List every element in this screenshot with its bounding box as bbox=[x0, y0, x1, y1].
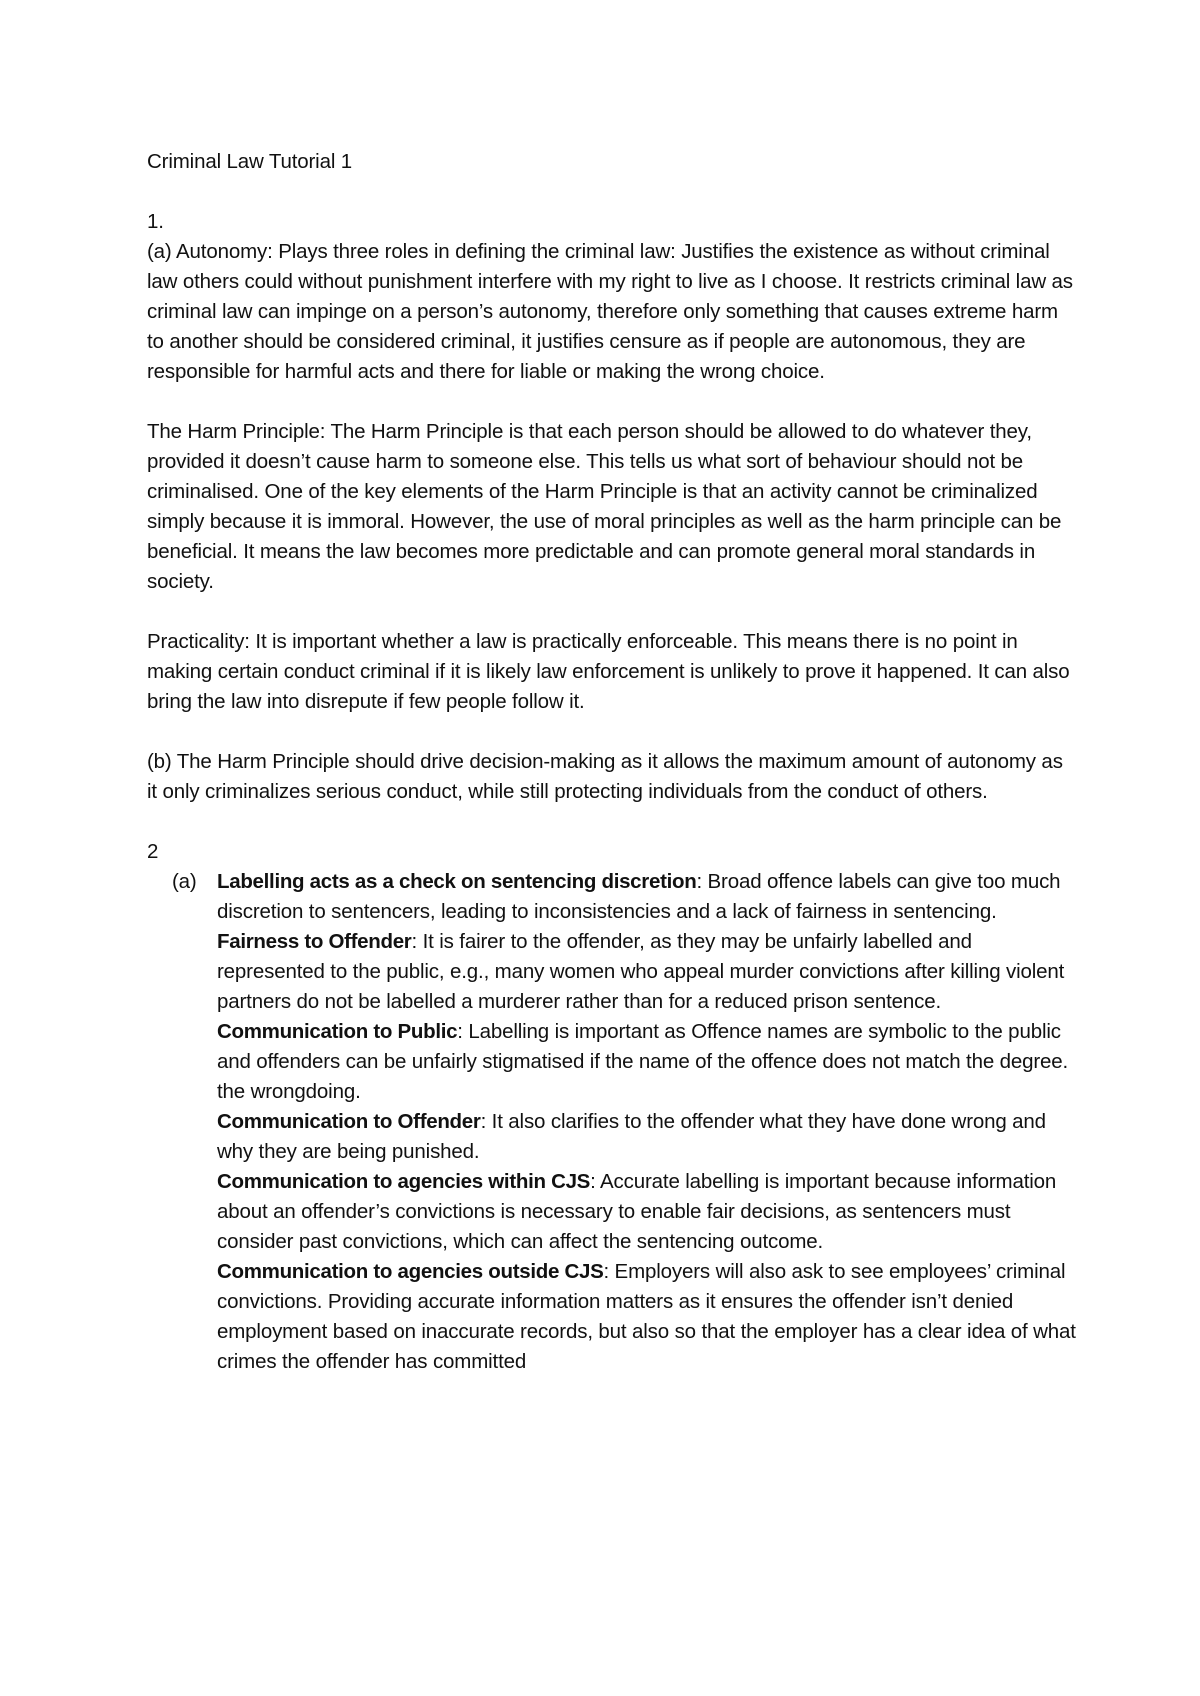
spacer bbox=[147, 177, 1077, 207]
spacer bbox=[147, 717, 1077, 747]
q2-item-agencies-within-cjs bbox=[217, 1167, 1077, 1257]
q2-item-text: : It is fairer to the offender, as they may be unfairly labelled and represented to the public, e.g., many women who appeal murder convictions after killing violent partners do not be labelled a murderer rather than for a reduced prison sentence. bbox=[217, 930, 1065, 1013]
spacer bbox=[147, 807, 1077, 837]
q2-item-fairness-to-offender bbox=[217, 927, 1077, 1017]
question-2-number: 2 bbox=[147, 840, 159, 863]
q2-item-term: Labelling acts as a check on sentencing discretion bbox=[217, 870, 697, 893]
q2-item-communication-to-public bbox=[217, 1017, 1077, 1107]
q2-item-term: Communication to agencies within CJS bbox=[217, 1170, 591, 1193]
q2-item-text: : Broad offence labels can give too much discretion to sentencers, leading to inconsistencies and a lack of fairness in sentencing. bbox=[217, 870, 1061, 923]
q2-item-term: Communication to Public bbox=[217, 1020, 458, 1043]
document-title: Criminal Law Tutorial 1 bbox=[147, 150, 353, 173]
q2-item-text: : Labelling is important as Offence names are symbolic to the public and offenders can be unfairly stigmatised if the name of the offence does not match the degree. the wrongdoing. bbox=[217, 1020, 1069, 1103]
question-1-number: 1. bbox=[147, 210, 164, 233]
q1-autonomy-paragraph: (a) Autonomy: Plays three roles in defining the criminal law: Justifies the existence as without criminal law others could without punishment interfere with my right to live as I choose. It restricts criminal law as criminal law can impinge on a person’s autonomy, therefore only something that causes extreme harm to another should be considered criminal, it justifies censure as if people are autonomous, they are responsible for harmful acts and there for liable or making the wrong choice. bbox=[147, 240, 1073, 383]
q2-item-text: : Accurate labelling is important because information about an offender’s convictions is necessary to enable fair decisions, as sentencers must consider past convictions, which can affect the sentencing outcome. bbox=[217, 1170, 1057, 1253]
q1-practicality-paragraph: Practicality: It is important whether a law is practically enforceable. This means there is no point in making certain conduct criminal if it is likely law enforcement is unlikely to prove it happened. It can also bring the law into disrepute if few people follow it. bbox=[147, 630, 1070, 713]
q1-harm-principle-paragraph: The Harm Principle: The Harm Principle is that each person should be allowed to do whatever they, provided it doesn’t cause harm to someone else. This tells us what sort of behaviour should not be criminalised. One of the key elements of the Harm Principle is that an activity cannot be criminalized simply because it is immoral. However, the use of moral principles as well as the harm principle can be beneficial. It means the law becomes more predictable and can promote general moral standards in society. bbox=[147, 420, 1062, 593]
document-page bbox=[147, 147, 1077, 1377]
spacer bbox=[147, 387, 1077, 417]
q2-item-sentencing-discretion bbox=[217, 867, 1077, 927]
q2-item-agencies-outside-cjs bbox=[217, 1257, 1077, 1377]
q2-list-body bbox=[217, 867, 1077, 1377]
q2-item-communication-to-offender bbox=[217, 1107, 1077, 1167]
q2-list-marker: (a) bbox=[172, 870, 197, 893]
q2-item-term: Fairness to Offender bbox=[217, 930, 412, 953]
q2-item-text: : Employers will also ask to see employees’ criminal convictions. Providing accurate information matters as it ensures the offender isn’t denied employment based on inaccurate records, but also so that the employer has a clear idea of what crimes the offender has committed bbox=[217, 1260, 1076, 1373]
q2-item-text: : It also clarifies to the offender what they have done wrong and why they are being punished. bbox=[217, 1110, 1046, 1163]
q2-list bbox=[172, 867, 1077, 1377]
spacer bbox=[147, 597, 1077, 627]
q1-part-b-paragraph: (b) The Harm Principle should drive decision-making as it allows the maximum amount of autonomy as it only criminalizes serious conduct, while still protecting individuals from the conduct of others. bbox=[147, 750, 1063, 803]
q2-item-term: Communication to agencies outside CJS bbox=[217, 1260, 604, 1283]
q2-item-term: Communication to Offender bbox=[217, 1110, 481, 1133]
